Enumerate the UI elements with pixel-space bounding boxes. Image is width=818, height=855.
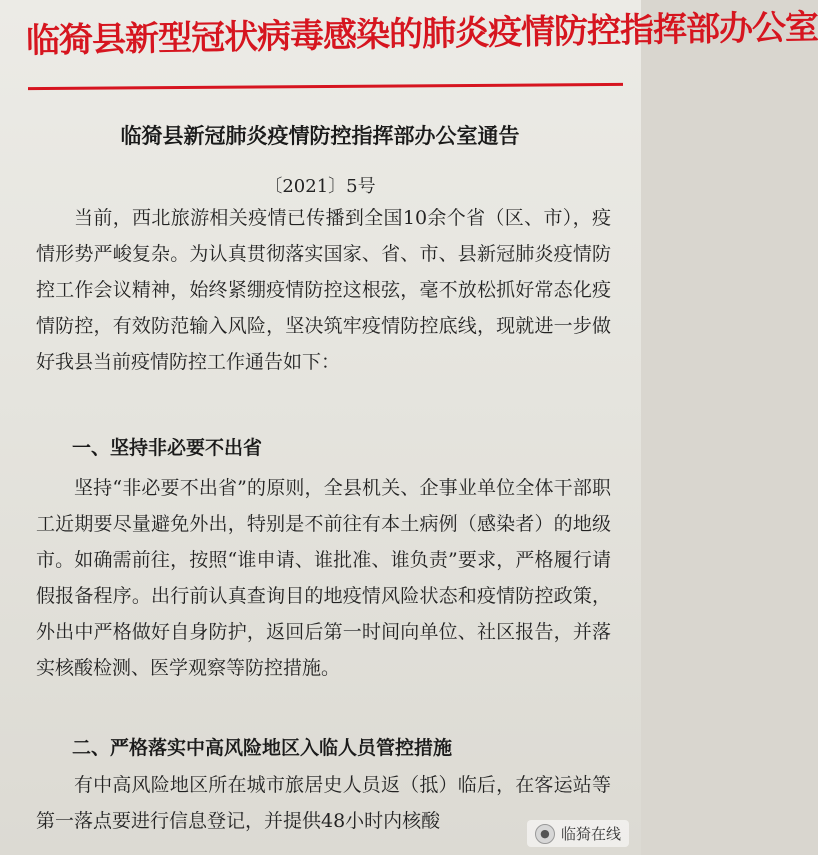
section1-heading: 一、坚持非必要不出省 <box>72 437 263 459</box>
account-watermark <box>527 820 629 847</box>
document-number: 〔2021〕5号 <box>264 176 376 197</box>
section1-paragraph: 坚持“非必要不出省”的原则，全县机关、企事业单位全体干部职工近期要尽量避免外出，特别是不前往有本土病例（感染者）的地级市。如确需前往，按照“谁申请、谁批准、谁负责”要求，严格履行请假报备程序。出行前认真查询目的地疫情风险状态和疫情防控政策，外出中严格做好自身防护，返回后第一时间向单位、社区报告，并落实核酸检测、医学观察等防控措施。 <box>36 477 611 679</box>
intro-paragraph: 当前，西北旅游相关疫情已传播到全国10余个省（区、市），疫情形势严峻复杂。为认真贯彻落实国家、省、市、县新冠肺炎疫情防控工作会议精神，始终紧绷疫情防控这根弦，毫不放松抓好常态化疫情防控，有效防范输入风险，坚决筑牢疫情防控底线，现就进一步做好我县当前疫情防控工作通告如下： <box>36 207 611 373</box>
wechat-icon: ● <box>535 824 555 844</box>
section2-paragraph: 有中高风险地区所在城市旅居史人员返（抵）临后，在客运站等第一落点要进行信息登记，并提供48小时内核酸 <box>36 774 611 832</box>
watermark-label: 临猗在线 <box>560 825 621 843</box>
red-divider-line <box>28 83 623 90</box>
section2-heading: 二、严格落实中高风险地区入临人员管控措施 <box>72 737 453 759</box>
letterhead: 临猗县新型冠状病毒感染的肺炎疫情防控指挥部办公室 <box>25 7 818 62</box>
notice-title: 临猗县新冠肺炎疫情防控指挥部办公室通告 <box>120 124 520 148</box>
